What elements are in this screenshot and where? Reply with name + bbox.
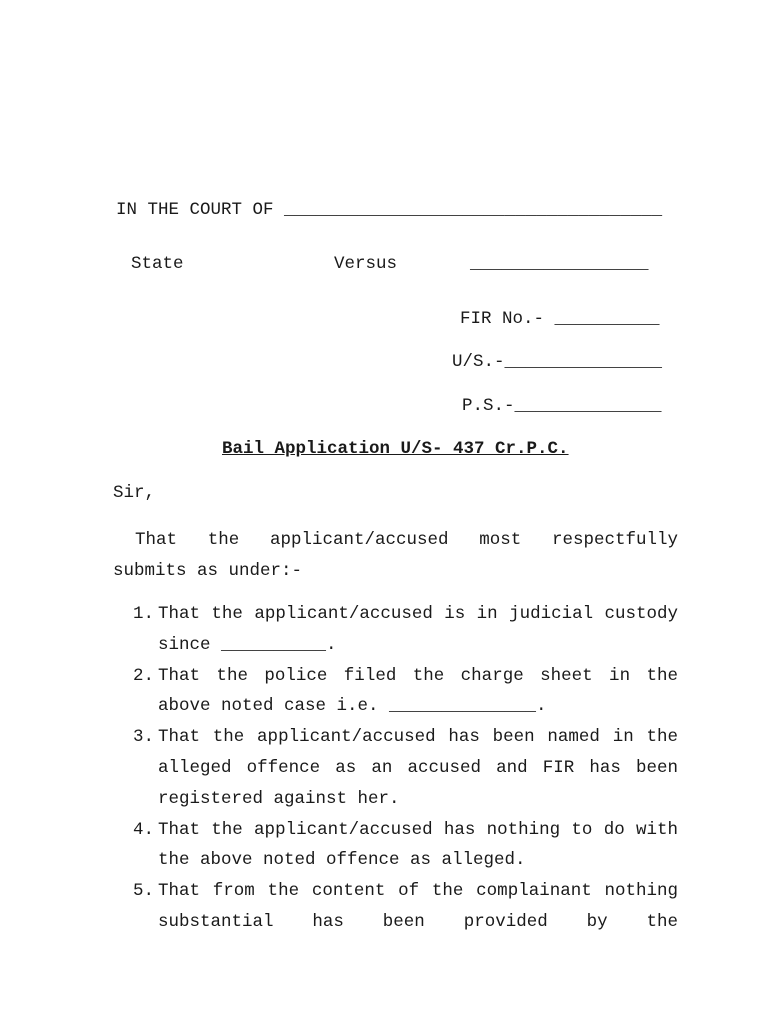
list-number: 5. [133, 881, 155, 902]
versus-label: Versus [334, 254, 398, 274]
accused-blank: _________________ [470, 254, 649, 274]
list-item [133, 722, 678, 814]
list-text: That the police filed the charge sheet in the above noted case i.e. ______________. [158, 665, 678, 717]
list-text: That the applicant/accused has nothing to do with the above noted offence as alleged. [158, 819, 678, 871]
intro-first-line [113, 525, 678, 556]
fir-number: FIR No.- __________ [460, 309, 660, 329]
intro-word: the [207, 530, 240, 550]
list-item [133, 599, 678, 661]
list-item [133, 876, 678, 938]
court-line: IN THE COURT OF ____________________________________ [116, 200, 663, 220]
intro-word: applicant/accused [269, 530, 449, 550]
list-text: That the applicant/accused has been named in the alleged offence as an accused and FIR has been registered against her. [158, 727, 678, 809]
points-list [133, 599, 678, 938]
list-text: That the applicant/accused is in judicial custody since __________. [158, 604, 678, 655]
intro-rest: submits as under:- [113, 560, 303, 581]
document-title: Bail Application U/S- 437 Cr.P.C. [222, 439, 569, 459]
list-number: 3. [133, 727, 155, 748]
list-text: That from the content of the complainant nothing substantial has been provided by the [158, 881, 678, 932]
list-number: 2. [133, 665, 155, 686]
police-station: P.S.-______________ [462, 396, 662, 416]
list-item [133, 661, 678, 723]
list-number: 4. [133, 819, 155, 840]
state-label: State [131, 254, 184, 274]
under-section: U/S.-_______________ [452, 352, 663, 372]
intro-paragraph [113, 525, 678, 586]
list-number: 1. [133, 604, 155, 624]
intro-word: respectfully [551, 530, 678, 550]
list-item [133, 815, 678, 877]
intro-word: That [135, 530, 178, 550]
intro-word: most [479, 530, 522, 550]
salutation: Sir, [113, 483, 156, 503]
